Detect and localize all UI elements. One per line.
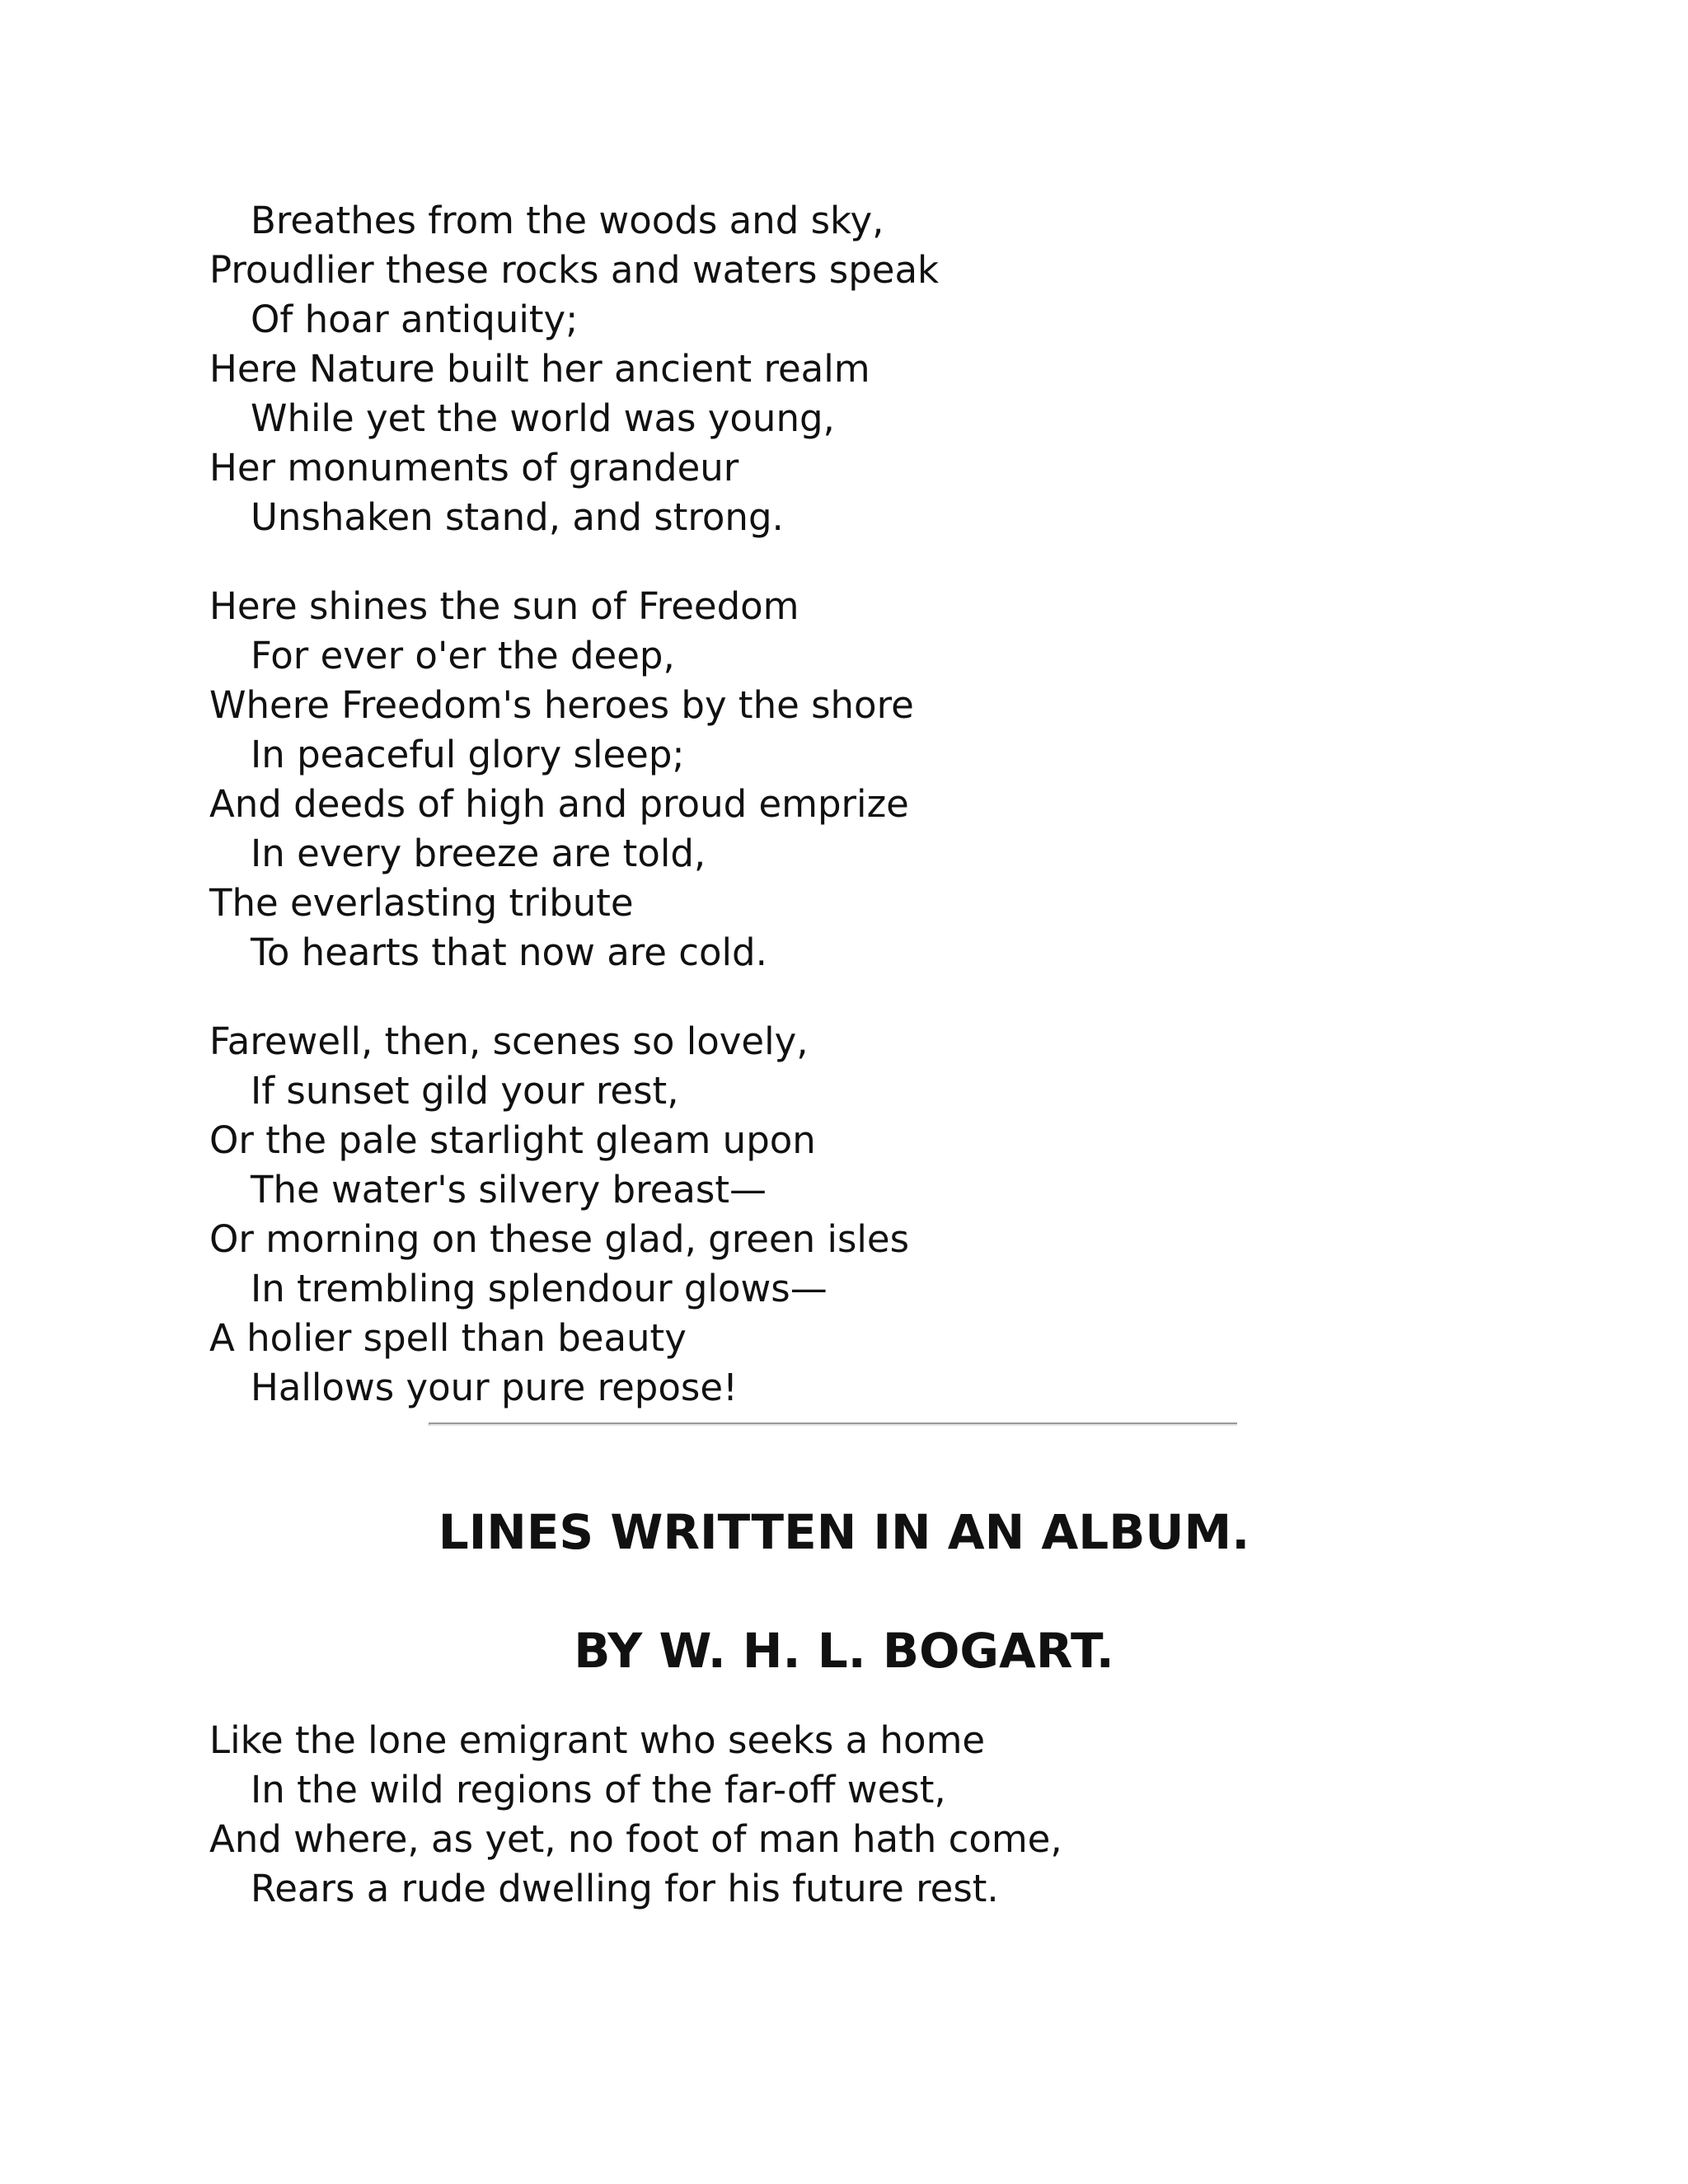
poem-line: Or morning on these glad, green isles (209, 1217, 910, 1261)
poem-line: A holier spell than beauty (209, 1316, 687, 1360)
poem-line: Of hoar antiquity; (251, 298, 579, 341)
poem-line: Unshaken stand, and strong. (251, 495, 784, 539)
poem-line: In the wild regions of the far-off west, (251, 1768, 946, 1811)
poem-line: Farewell, then, scenes so lovely, (209, 1019, 809, 1063)
poem-line: Proudlier these rocks and waters speak (209, 248, 940, 292)
section-divider (429, 1422, 1237, 1426)
poem-byline: BY W. H. L. BOGART. (574, 1623, 1114, 1679)
poem-line: Or the pale starlight gleam upon (209, 1118, 816, 1162)
poem-line: If sunset gild your rest, (251, 1069, 679, 1113)
poem-line: Breathes from the woods and sky, (251, 199, 884, 242)
poem-line: While yet the world was young, (251, 396, 835, 440)
poem-line: Rears a rude dwelling for his future rest. (251, 1867, 999, 1910)
poem-line: Like the lone emigrant who seeks a home (209, 1718, 986, 1762)
poem-line: In trembling splendour glows— (251, 1267, 828, 1310)
poem-title: LINES WRITTEN IN AN ALBUM. (438, 1504, 1250, 1560)
poem-line: And where, as yet, no foot of man hath come, (209, 1817, 1062, 1861)
poem-line: Her monuments of grandeur (209, 446, 739, 490)
poem-line: Here Nature built her ancient realm (209, 347, 870, 391)
poem-line: For ever o'er the deep, (251, 634, 675, 677)
poem-line: The everlasting tribute (209, 881, 634, 925)
poem-line: And deeds of high and proud emprize (209, 782, 909, 826)
poem-line: The water's silvery breast— (251, 1168, 767, 1212)
poem-line: Hallows your pure repose! (251, 1366, 738, 1409)
poem-line: To hearts that now are cold. (251, 930, 767, 974)
poem-line: In peaceful glory sleep; (251, 733, 685, 776)
poem-line: Here shines the sun of Freedom (209, 584, 799, 628)
poem-line: Where Freedom's heroes by the shore (209, 683, 914, 727)
poem-line: In every breeze are told, (251, 832, 706, 875)
